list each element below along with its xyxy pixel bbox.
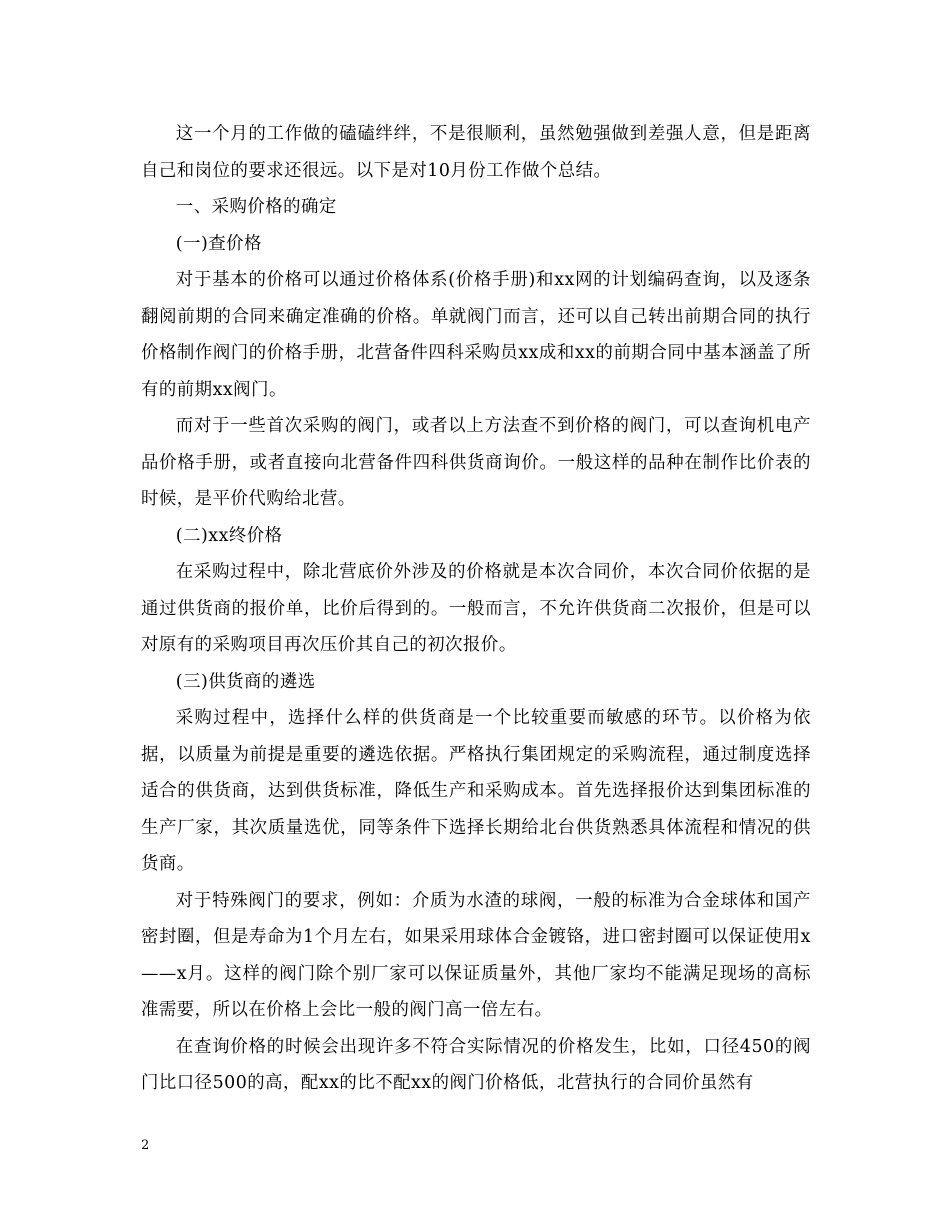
subheading-check-price: (一)查价格	[175, 233, 262, 254]
paragraph-first-purchase: 而对于一些首次采购的阀门，或者以上方法查不到价格的阀门，可以查询机电产品价格手册，或者直接向北营备件四科供货商询价。一般这样的品种在制作比价表的时候，是平价代购给北营。	[141, 416, 811, 509]
page-number: 2	[141, 1138, 150, 1153]
paragraph-intro: 这一个月的工作做的磕磕绊绊，不是很顺利，虽然勉强做到差强人意，但是距离自己和岗位的要求还很远。以下是对10月份工作做个总结。	[141, 124, 811, 181]
paragraph-basic-price: 对于基本的价格可以通过价格体系(价格手册)和xx网的计划编码查询，以及逐条翻阅前期的合同来确定准确的价格。单就阀门而言，还可以自己转出前期合同的执行价格制作阀门的价格手册，北营备件四科采购员xx成和xx的前期合同中基本涵盖了所有的前期xx阀门。	[141, 270, 811, 400]
paragraph-contract-price: 在采购过程中，除北营底价外涉及的价格就是本次合同价，本次合同价依据的是通过供货商的报价单，比价后得到的。一般而言，不允许供货商二次报价，但是可以对原有的采购项目再次压价其自己的初次报价。	[141, 562, 811, 655]
paragraph-supplier-selection: 采购过程中，选择什么样的供货商是一个比较重要而敏感的环节。以价格为依据，以质量为前提是重要的遴选依据。严格执行集团规定的采购流程，通过制度选择适合的供货商，达到供货标准，降低生产和采购成本。首先选择报价达到集团标准的生产厂家，其次质量选优，同等条件下选择长期给北台供货熟悉具体流程和情况的供货商。	[141, 708, 811, 874]
document-body	[141, 116, 811, 1102]
paragraph-price-inquiry: 在查询价格的时候会出现许多不符合实际情况的价格发生，比如，口径450的阀门比口径500的高，配xx的比不配xx的阀门价格低，北营执行的合同价虽然有	[141, 1036, 811, 1093]
subheading-supplier-selection: (三)供货商的遴选	[175, 671, 316, 692]
subheading-final-price: (二)xx终价格	[175, 525, 283, 546]
paragraph-special-valves: 对于特殊阀门的要求，例如：介质为水渣的球阀，一般的标准为合金球体和国产密封圈，但是寿命为1个月左右，如果采用球体合金镀铬，进口密封圈可以保证使用x——x月。这样的阀门除个别厂家可以保证质量外，其他厂家均不能满足现场的高标准需要，所以在价格上会比一般的阀门高一倍左右。	[141, 890, 811, 1020]
section-heading-purchase-price: 一、采购价格的确定	[175, 197, 337, 217]
